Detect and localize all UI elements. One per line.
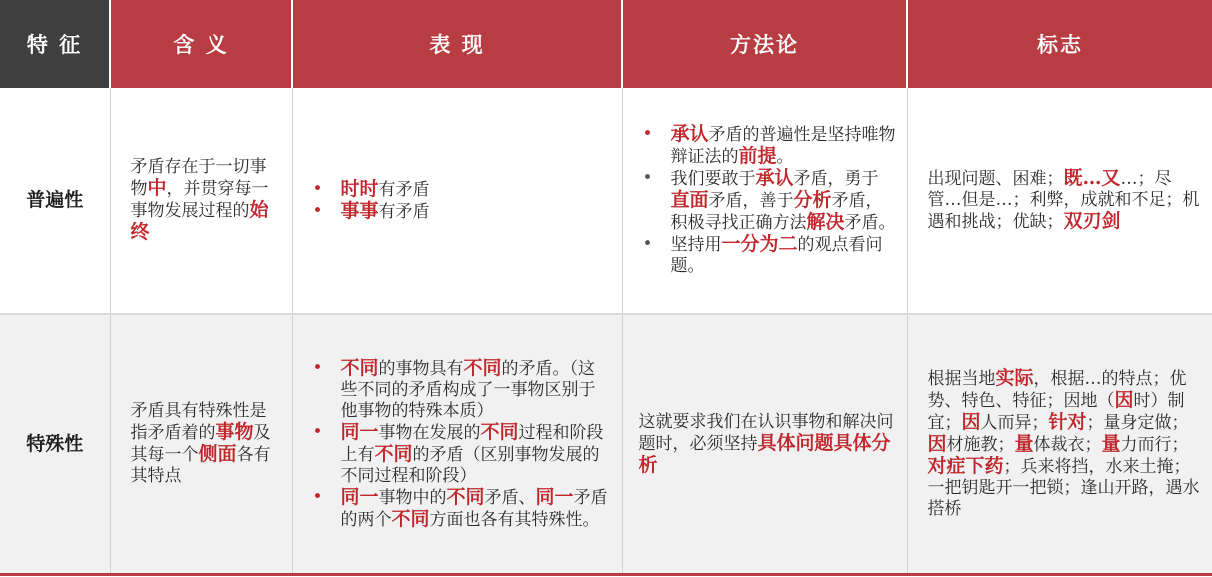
meaning-cell	[110, 88, 292, 314]
highlight-text: 对症下药	[927, 455, 1004, 477]
sign-cell	[907, 88, 1212, 314]
manifestation-list	[309, 179, 610, 223]
list-item	[309, 422, 610, 487]
highlight-text: 前提	[738, 145, 777, 167]
text-segment: 出现问题、困难；	[927, 169, 1064, 189]
methodology-text	[639, 412, 897, 477]
highlight-text: 同一	[340, 420, 379, 443]
text-segment: 坚持用	[670, 235, 722, 255]
meaning-text	[131, 401, 278, 487]
sign-text	[928, 168, 1201, 233]
highlight-text: 不同	[391, 507, 430, 530]
methodology-cell	[622, 314, 907, 575]
sign-cell	[907, 314, 1212, 575]
highlight-text: 量	[1101, 433, 1121, 455]
text-segment: 的观点看问题。	[670, 235, 883, 276]
highlight-text: 因	[961, 411, 981, 433]
highlight-text: 事事	[340, 199, 379, 222]
header-feature: 特 征	[0, 0, 110, 88]
methodology-list	[639, 124, 897, 277]
highlight-text: 侧面	[198, 443, 237, 465]
feature-label: 普遍性	[0, 88, 110, 314]
text-segment: 各有其特点	[130, 445, 271, 486]
text-segment: 矛盾的普遍性是坚持唯物辩证法的	[670, 125, 896, 167]
header-methodology: 方法论	[622, 0, 907, 88]
highlight-text: 一分为二	[721, 233, 798, 255]
highlight-text: 时时	[340, 177, 379, 200]
highlight-text: 承认	[670, 123, 709, 145]
text-segment: ，并贯穿每一事物发展过程的	[130, 179, 269, 221]
text-segment: …；尽管…但是…；利弊，成就和不足；机遇和挑战；优缺；	[927, 169, 1200, 232]
feature-label: 特殊性	[0, 314, 110, 575]
manifestation-cell	[292, 88, 622, 314]
text-segment: 方面也各有其特殊性。	[429, 509, 600, 530]
list-item	[309, 201, 610, 223]
highlight-text: 承认	[755, 167, 794, 189]
list-item	[639, 234, 897, 277]
highlight-text: 不同	[340, 356, 379, 379]
manifestation-cell	[292, 314, 622, 575]
methodology-cell	[622, 88, 907, 314]
text-segment: 体裁衣；	[1033, 435, 1102, 455]
highlight-text: 因	[927, 433, 947, 455]
highlight-text: 因	[1114, 389, 1134, 411]
highlight-text: 不同	[480, 420, 519, 443]
highlight-text: 量	[1014, 433, 1034, 455]
text-segment: 矛盾存在于一切事物	[130, 157, 267, 199]
text-segment: 矛盾具有特殊性是指矛盾着的	[130, 401, 267, 443]
text-segment: 根据当地	[927, 369, 996, 389]
row-particularity	[0, 314, 1212, 575]
highlight-text: 针对	[1048, 411, 1087, 433]
highlight-text: 直面	[670, 189, 709, 211]
header-manifestation: 表 现	[292, 0, 622, 88]
text-segment: 这就要求我们在认识事物和解决问题时，必须坚持	[638, 411, 894, 454]
text-segment: 我们要敢于	[670, 169, 756, 189]
text-segment: 的事物具有	[378, 358, 464, 379]
highlight-text: 双刃剑	[1063, 210, 1121, 232]
text-segment: 人而异；	[980, 413, 1049, 433]
list-item	[639, 168, 897, 234]
sign-text	[928, 368, 1201, 520]
list-item	[309, 179, 610, 201]
text-segment: 矛盾、	[484, 487, 536, 508]
highlight-text: 不同	[446, 485, 485, 508]
text-segment: ；量身定做；	[1086, 413, 1189, 433]
text-segment: 的矛盾（区别事物发展的不同过程和阶段）	[340, 444, 600, 486]
highlight-text: 同一	[340, 485, 379, 508]
list-item	[639, 124, 897, 168]
text-segment: 的矛盾。（这些不同的矛盾构成了一事物区别于他事物的特殊本质）	[340, 358, 596, 421]
highlight-text: 解决	[806, 211, 845, 233]
text-segment: 矛盾，勇于	[793, 169, 879, 189]
header-meaning: 含 义	[110, 0, 292, 88]
row-universality	[0, 88, 1212, 314]
highlight-text: 具体问题具体分析	[638, 431, 891, 476]
text-segment: 有矛盾	[378, 179, 430, 200]
header-sign: 标志	[907, 0, 1212, 88]
text-segment: 矛盾，积极寻找正确方法	[670, 191, 883, 233]
highlight-text: 不同	[463, 356, 502, 379]
list-item	[309, 358, 610, 422]
highlight-text: 实际	[995, 367, 1034, 389]
text-segment: 时）制宜；	[927, 391, 1185, 433]
list-item	[309, 487, 610, 531]
text-segment: 材施教；	[946, 435, 1015, 455]
text-segment: ，根据…的特点；优势、特色、特征；因地（	[927, 369, 1187, 411]
text-segment: 矛盾，善于	[708, 191, 794, 211]
highlight-text: 不同	[374, 442, 413, 465]
highlight-text: 既…又	[1063, 167, 1121, 189]
text-segment: 事物在发展的	[378, 422, 481, 443]
text-segment: 有矛盾	[378, 201, 430, 222]
highlight-text: 同一	[535, 485, 574, 508]
text-segment: 力而行；	[1120, 435, 1189, 455]
highlight-text: 始终	[130, 199, 269, 243]
text-segment: 矛盾的两个	[340, 487, 608, 530]
text-segment: 事物中的	[378, 487, 447, 508]
meaning-text	[131, 157, 278, 244]
highlight-text: 分析	[793, 189, 832, 211]
text-segment: 及其每一个	[130, 423, 271, 465]
highlight-text: 中	[147, 177, 167, 199]
text-segment: ；兵来将挡，水来土掩；一把钥匙开一把锁；逢山开路，遇水搭桥	[927, 457, 1200, 519]
header-row	[0, 0, 1212, 88]
text-segment: 。	[776, 147, 794, 167]
text-segment: 矛盾。	[844, 213, 896, 233]
text-segment: 过程和阶段上有	[340, 422, 604, 465]
manifestation-list	[309, 358, 610, 531]
highlight-text: 事物	[215, 421, 254, 443]
meaning-cell	[110, 314, 292, 575]
